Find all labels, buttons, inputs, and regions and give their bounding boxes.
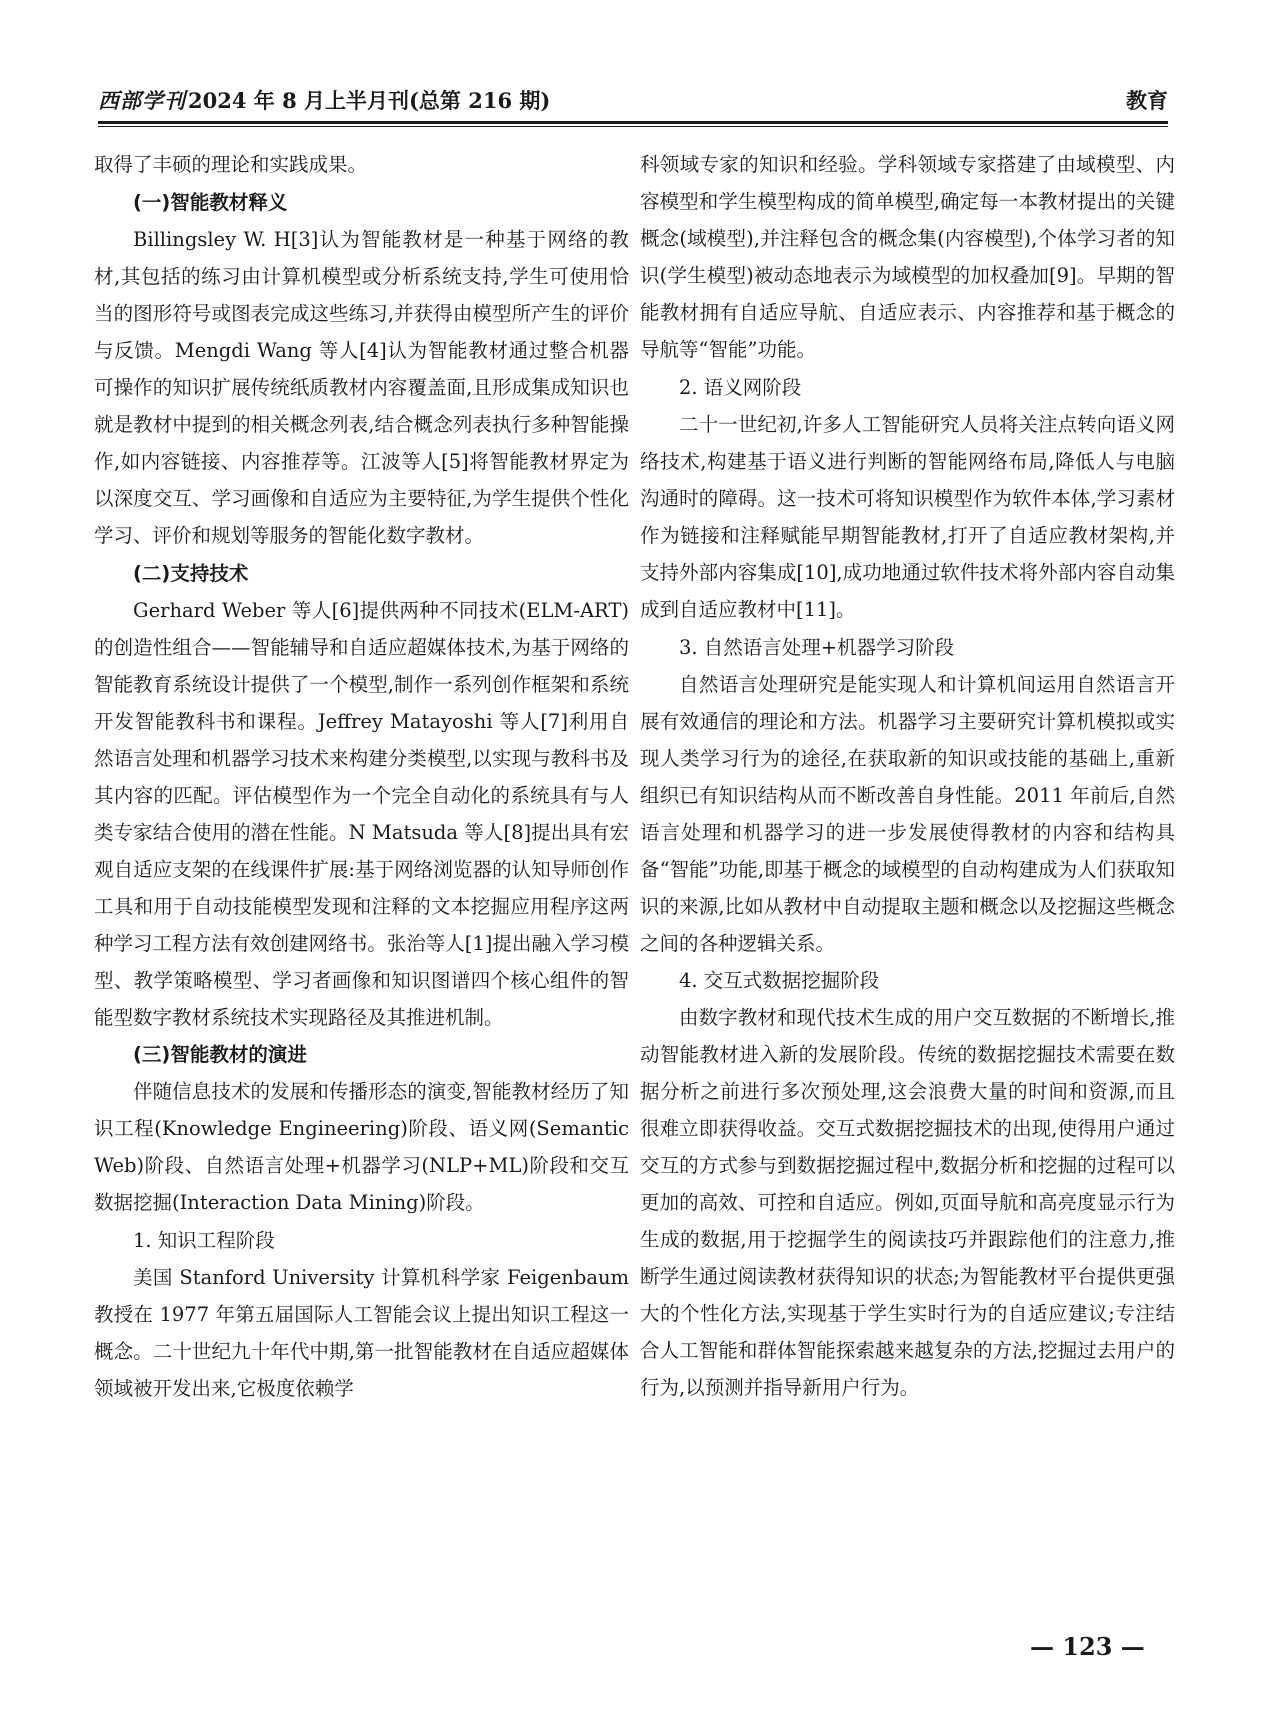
section-heading: (三)智能教材的演进 (133, 1043, 307, 1067)
paragraph: 科领域专家的知识和经验。学科领域专家搭建了由域模型、内容模型和学生模型构成的简单模型,确定每一本教材提出的关键概念(域模型),并注释包含的概念集(内容模型),个体学习者的知识(学生模型)被动态地表示为域模型的加权叠加[9]。早期的智能教材拥有自适应导航、自适应表示、内容推荐和基于概念的导航等“智能”功能。 (640, 153, 1175, 361)
paragraph: 美国 Stanford University 计算机科学家 Feigenbaum 教授在 1977 年第五届国际人工智能会议上提出知识工程这一概念。二十世纪九十年代中期,第一批智能教材在自适应超媒体领域被开发出来,它极度依赖学 (94, 1266, 629, 1401)
paragraph: Billingsley W. H[3]认为智能教材是一种基于网络的教材,其包括的练习由计算机模型或分析系统支持,学生可使用恰当的图形符号或图表完成这些练习,并获得由模型所产生的评价与反馈。Mengdi Wang 等人[4]认为智能教材通过整合机器可操作的知识扩展传统纸质教材内容覆盖面,且形成集成知识也就是教材中提到的相关概念列表,结合概念列表执行多种智能操作,如内容链接、内容推荐等。江波等人[5]将智能教材界定为以深度交互、学习画像和自适应为主要特征,为学生提供个性化学习、评价和规划等服务的智能化数字教材。 (94, 227, 629, 547)
paragraph: 由数字教材和现代技术生成的用户交互数据的不断增长,推动智能教材进入新的发展阶段。传统的数据挖掘技术需要在数据分析之前进行多次预处理,这会浪费大量的时间和资源,而且很难立即获得收益。交互式数据挖掘技术的出现,使得用户通过交互的方式参与到数据挖掘过程中,数据分析和挖掘的过程可以更加的高效、可控和自适应。例如,页面导航和高亮度显示行为生成的数据,用于挖掘学生的阅读技巧并跟踪他们的注意力,推断学生通过阅读教材获得知识的状态;为智能教材平台提供更强大的个性化方法,实现基于学生实时行为的自适应建议;专注结合人工智能和群体智能探索越来越复杂的方法,挖掘过去用户的行为,以预测并指导新用户行为。 (640, 1006, 1175, 1400)
paragraph: 二十一世纪初,许多人工智能研究人员将关注点转向语义网络技术,构建基于语义进行判断的智能网络布局,降低人与电脑沟通时的障碍。这一技术可将知识模型作为软件本体,学习素材作为链接和注释赋能早期智能教材,打开了自适应教材架构,并支持外部内容集成[10],成功地通过软件技术将外部内容自动集成到自适应教材中[11]。 (640, 412, 1175, 621)
journal-logo: 西部学刊 (98, 88, 186, 113)
issue-info: 2024 年 8 月上半月刊(总第 216 期) (188, 88, 551, 113)
journal-issue-line (98, 86, 550, 116)
paragraph: 自然语言处理研究是能实现人和计算机间运用自然语言开展有效通信的理论和方法。机器学习主要研究计算机模拟或实现人类学习行为的途径,在获取新的知识或技能的基础上,重新组织已有知识结构从而不断改善自身性能。2011 年前后,自然语言处理和机器学习的进一步发展使得教材的内容和结构具备“智能”功能,即基于概念的域模型的自动构建成为人们获取知识的来源,比如从教材中自动提取主题和概念以及挖掘这些概念之间的各种逻辑关系。 (640, 672, 1175, 955)
paragraph: Gerhard Weber 等人[6]提供两种不同技术(ELM-ART)的创造性组合——智能辅导和自适应超媒体技术,为基于网络的智能教育系统设计提供了一个模型,制作一系列创作框架和系统开发智能教科书和课程。Jeffrey Matayoshi 等人[7]利用自然语言处理和机器学习技术来构建分类模型,以实现与教科书及其内容的匹配。评估模型作为一个完全自动化的系统具有与人类专家结合使用的潜在性能。N Matsuda 等人[8]提出具有宏观自适应支架的在线课件扩展:基于网络浏览器的认知导师创作工具和用于自动技能模型发现和注释的文本挖掘应用程序这两种学习工程方法有效创建网络书。张治等人[1]提出融入学习模型、教学策略模型、学习者画像和知识图谱四个核心组件的智能型数字教材系统技术实现路径及其推进机制。 (94, 598, 629, 1029)
page-number: — 123 — (1030, 1632, 1145, 1661)
header-rule-thick (98, 121, 1168, 124)
paragraph: 取得了丰硕的理论和实践成果。 (94, 153, 368, 176)
left-column (94, 146, 629, 1408)
running-header (98, 86, 1168, 120)
subsection-heading: 1. 知识工程阶段 (133, 1229, 275, 1253)
subsection-heading: 3. 自然语言处理+机器学习阶段 (679, 635, 955, 659)
subsection-heading: 4. 交互式数据挖掘阶段 (679, 969, 880, 993)
section-label: 教育 (1126, 89, 1168, 113)
section-heading: (一)智能教材释义 (133, 190, 288, 214)
right-column (640, 146, 1175, 1407)
section-heading: (二)支持技术 (133, 561, 249, 585)
header-rule-thin (98, 126, 1168, 127)
paragraph: 伴随信息技术的发展和传播形态的演变,智能教材经历了知识工程(Knowledge Engineering)阶段、语义网(Semantic Web)阶段、自然语言处理+机器学习(NLP+ML)阶段和交互数据挖掘(Interaction Data Mining)阶段。 (94, 1080, 629, 1215)
subsection-heading: 2. 语义网阶段 (679, 375, 802, 399)
